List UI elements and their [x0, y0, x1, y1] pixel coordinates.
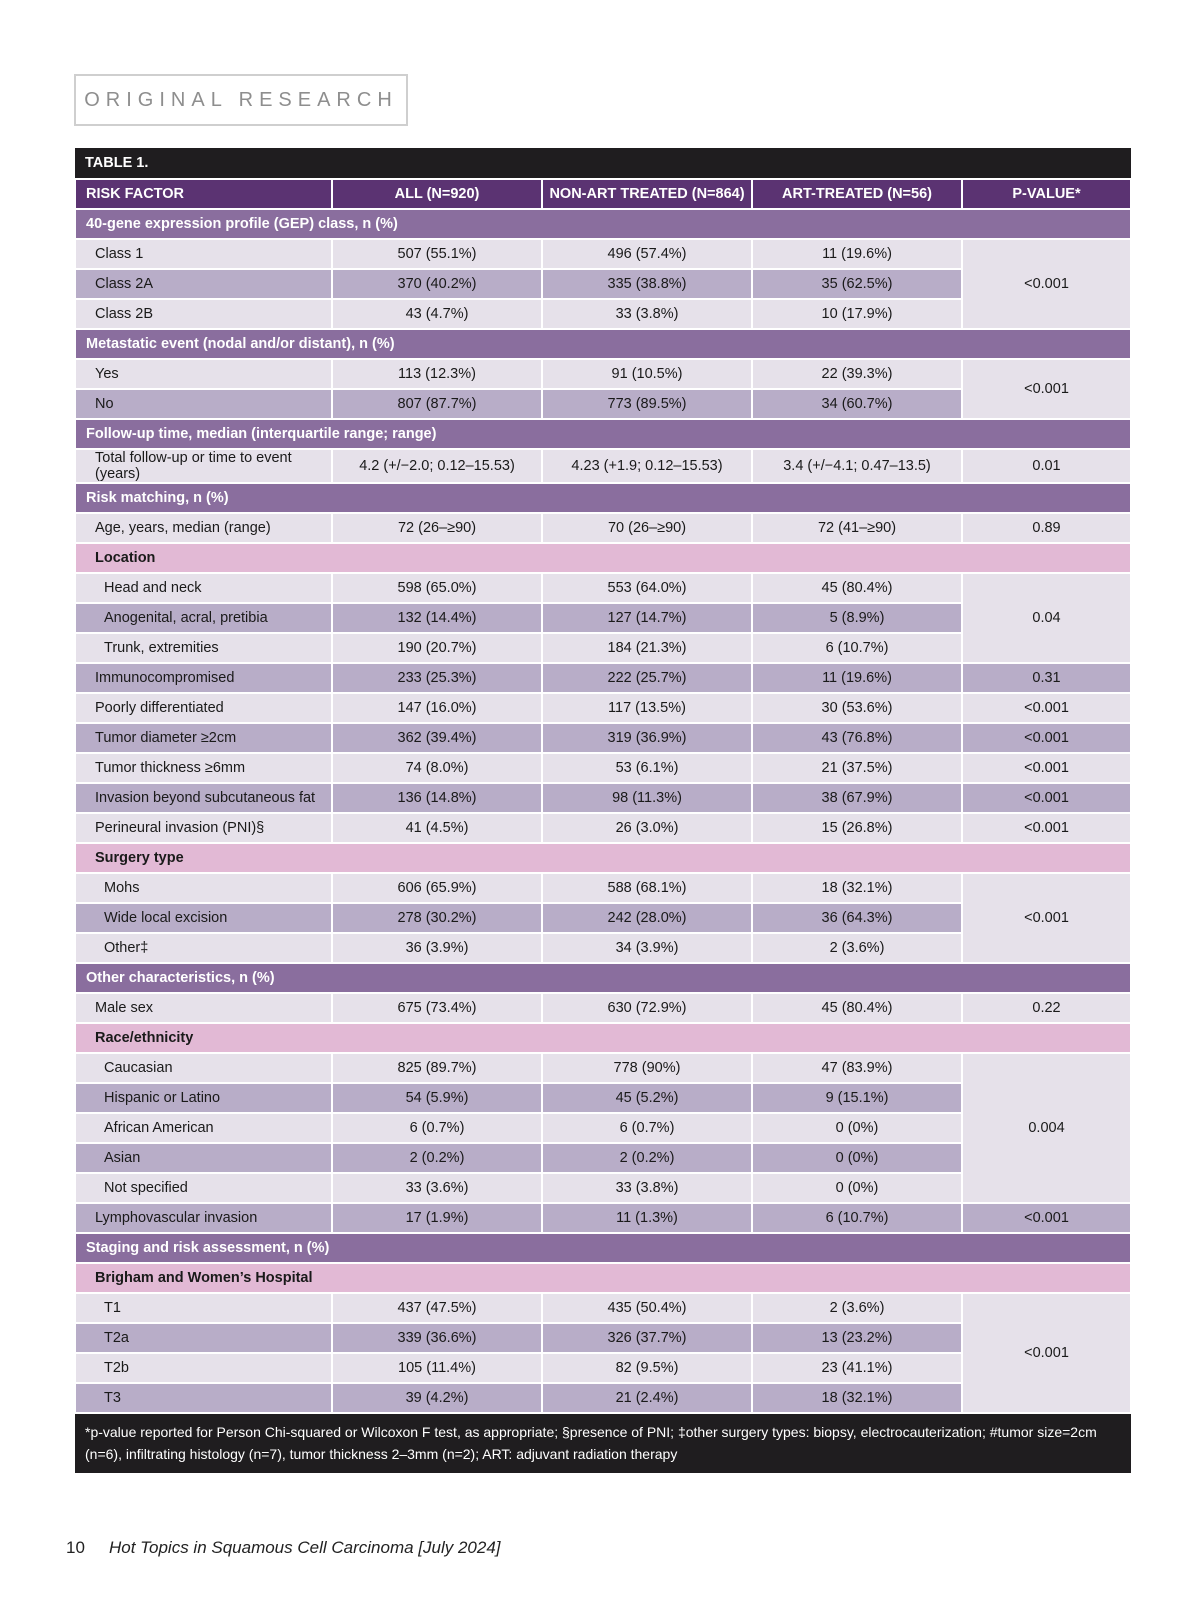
cell-p-value: 0.004: [962, 1053, 1131, 1203]
section-row: [75, 329, 1131, 359]
row-label: Immunocompromised: [75, 663, 332, 693]
row-label: Class 2A: [75, 269, 332, 299]
table-row: [75, 1203, 1131, 1233]
cell-non-art: 2 (0.2%): [542, 1143, 752, 1173]
cell-non-art: 6 (0.7%): [542, 1113, 752, 1143]
cell-all: 33 (3.6%): [332, 1173, 542, 1203]
journal-title: Hot Topics in Squamous Cell Carcinoma [July 2024]: [109, 1538, 501, 1557]
cell-all: 113 (12.3%): [332, 359, 542, 389]
cell-art: 34 (60.7%): [752, 389, 962, 419]
row-label: Yes: [75, 359, 332, 389]
cell-p-value: <0.001: [962, 753, 1131, 783]
cell-all: 132 (14.4%): [332, 603, 542, 633]
cell-non-art: 326 (37.7%): [542, 1323, 752, 1353]
cell-p-value: 0.89: [962, 513, 1131, 543]
cell-non-art: 117 (13.5%): [542, 693, 752, 723]
table-row: [75, 723, 1131, 753]
cell-non-art: 184 (21.3%): [542, 633, 752, 663]
cell-non-art: 33 (3.8%): [542, 299, 752, 329]
row-label: Trunk, extremities: [75, 633, 332, 663]
cell-p-value: 0.22: [962, 993, 1131, 1023]
section-gep: 40-gene expression profile (GEP) class, n (%): [75, 209, 1131, 239]
cell-art: 2 (3.6%): [752, 933, 962, 963]
cell-art: 6 (10.7%): [752, 1203, 962, 1233]
cell-all: 72 (26–≥90): [332, 513, 542, 543]
cell-all: 675 (73.4%): [332, 993, 542, 1023]
row-label: Age, years, median (range): [75, 513, 332, 543]
subsection-bwh: Brigham and Women’s Hospital: [75, 1263, 1131, 1293]
cell-art: 0 (0%): [752, 1173, 962, 1203]
cell-non-art: 45 (5.2%): [542, 1083, 752, 1113]
header-non-art: NON-ART TREATED (N=864): [542, 179, 752, 209]
cell-all: 233 (25.3%): [332, 663, 542, 693]
table-row: [75, 513, 1131, 543]
row-label: Tumor thickness ≥6mm: [75, 753, 332, 783]
cell-p-value: <0.001: [962, 723, 1131, 753]
cell-art: 2 (3.6%): [752, 1293, 962, 1323]
row-label: African American: [75, 1113, 332, 1143]
cell-art: 30 (53.6%): [752, 693, 962, 723]
cell-art: 13 (23.2%): [752, 1323, 962, 1353]
row-label: Tumor diameter ≥2cm: [75, 723, 332, 753]
section-metastatic: Metastatic event (nodal and/or distant), n (%): [75, 329, 1131, 359]
table-row: [75, 1053, 1131, 1083]
cell-art: 6 (10.7%): [752, 633, 962, 663]
cell-non-art: 21 (2.4%): [542, 1383, 752, 1413]
cell-non-art: 11 (1.3%): [542, 1203, 752, 1233]
section-followup: Follow-up time, median (interquartile range; range): [75, 419, 1131, 449]
cell-art: 38 (67.9%): [752, 783, 962, 813]
cell-non-art: 588 (68.1%): [542, 873, 752, 903]
subsection-location: Location: [75, 543, 1131, 573]
cell-non-art: 335 (38.8%): [542, 269, 752, 299]
row-label: No: [75, 389, 332, 419]
cell-art: 9 (15.1%): [752, 1083, 962, 1113]
row-label: Anogenital, acral, pretibia: [75, 603, 332, 633]
table-footnote: *p-value reported for Person Chi-squared or Wilcoxon F test, as appropriate; §presence of PNI; ‡other surgery types: biopsy, electrocauterization; #tumor size=2cm (n=6), infiltrating histology (n=7), tumor thickness 2–3mm (n=2); ART: adjuvant radiation therapy: [75, 1413, 1131, 1473]
cell-non-art: 553 (64.0%): [542, 573, 752, 603]
table-row: [75, 573, 1131, 603]
cell-p-value: <0.001: [962, 813, 1131, 843]
cell-art: 47 (83.9%): [752, 1053, 962, 1083]
row-label: Other‡: [75, 933, 332, 963]
row-label: Poorly differentiated: [75, 693, 332, 723]
cell-all: 825 (89.7%): [332, 1053, 542, 1083]
row-label: Hispanic or Latino: [75, 1083, 332, 1113]
results-table: [74, 148, 1132, 1473]
row-label: Total follow-up or time to event (years): [75, 449, 332, 483]
cell-all: 807 (87.7%): [332, 389, 542, 419]
cell-all: 278 (30.2%): [332, 903, 542, 933]
cell-art: 18 (32.1%): [752, 873, 962, 903]
cell-art: 45 (80.4%): [752, 573, 962, 603]
section-row: [75, 1233, 1131, 1263]
cell-p-value: <0.001: [962, 1203, 1131, 1233]
cell-art: 11 (19.6%): [752, 663, 962, 693]
subsection-row: [75, 1263, 1131, 1293]
cell-art: 21 (37.5%): [752, 753, 962, 783]
cell-non-art: 496 (57.4%): [542, 239, 752, 269]
header-all: ALL (N=920): [332, 179, 542, 209]
subsection-row: [75, 843, 1131, 873]
cell-art: 10 (17.9%): [752, 299, 962, 329]
row-label: Perineural invasion (PNI)§: [75, 813, 332, 843]
table-title: TABLE 1.: [75, 148, 1131, 179]
cell-art: 22 (39.3%): [752, 359, 962, 389]
section-row: [75, 209, 1131, 239]
cell-all: 370 (40.2%): [332, 269, 542, 299]
cell-non-art: 222 (25.7%): [542, 663, 752, 693]
row-label: T3: [75, 1383, 332, 1413]
row-label: Not specified: [75, 1173, 332, 1203]
header-p-value: P-VALUE*: [962, 179, 1131, 209]
table-row: [75, 663, 1131, 693]
table-row: [75, 449, 1131, 483]
cell-art: 5 (8.9%): [752, 603, 962, 633]
row-label: Male sex: [75, 993, 332, 1023]
cell-non-art: 98 (11.3%): [542, 783, 752, 813]
table-row: [75, 239, 1131, 269]
row-label: Class 1: [75, 239, 332, 269]
cell-art: 11 (19.6%): [752, 239, 962, 269]
cell-p-value: <0.001: [962, 359, 1131, 419]
section-staging: Staging and risk assessment, n (%): [75, 1233, 1131, 1263]
subsection-race: Race/ethnicity: [75, 1023, 1131, 1053]
cell-all: 17 (1.9%): [332, 1203, 542, 1233]
cell-non-art: 319 (36.9%): [542, 723, 752, 753]
cell-art: 0 (0%): [752, 1143, 962, 1173]
cell-art: 18 (32.1%): [752, 1383, 962, 1413]
section-row: [75, 483, 1131, 513]
cell-non-art: 70 (26–≥90): [542, 513, 752, 543]
table-row: [75, 753, 1131, 783]
section-row: [75, 963, 1131, 993]
cell-all: 43 (4.7%): [332, 299, 542, 329]
table-row: [75, 813, 1131, 843]
row-label: T2a: [75, 1323, 332, 1353]
cell-all: 507 (55.1%): [332, 239, 542, 269]
table-row: [75, 1293, 1131, 1323]
cell-non-art: 778 (90%): [542, 1053, 752, 1083]
cell-art: 43 (76.8%): [752, 723, 962, 753]
cell-all: 339 (36.6%): [332, 1323, 542, 1353]
cell-all: 147 (16.0%): [332, 693, 542, 723]
section-label: ORIGINAL RESEARCH: [74, 74, 408, 126]
cell-non-art: 53 (6.1%): [542, 753, 752, 783]
cell-p-value: <0.001: [962, 873, 1131, 963]
cell-all: 39 (4.2%): [332, 1383, 542, 1413]
cell-art: 0 (0%): [752, 1113, 962, 1143]
row-label: Invasion beyond subcutaneous fat: [75, 783, 332, 813]
table-row: [75, 993, 1131, 1023]
table-row: [75, 693, 1131, 723]
row-label: T1: [75, 1293, 332, 1323]
cell-p-value: 0.04: [962, 573, 1131, 663]
row-label: T2b: [75, 1353, 332, 1383]
cell-non-art: 773 (89.5%): [542, 389, 752, 419]
cell-p-value: 0.01: [962, 449, 1131, 483]
cell-all: 606 (65.9%): [332, 873, 542, 903]
cell-all: 105 (11.4%): [332, 1353, 542, 1383]
subsection-surgery: Surgery type: [75, 843, 1131, 873]
cell-non-art: 91 (10.5%): [542, 359, 752, 389]
results-table-container: [74, 148, 1130, 1473]
cell-all: 362 (39.4%): [332, 723, 542, 753]
cell-all: 6 (0.7%): [332, 1113, 542, 1143]
cell-non-art: 82 (9.5%): [542, 1353, 752, 1383]
table-title-row: [75, 148, 1131, 179]
page-number: 10: [66, 1538, 85, 1557]
cell-non-art: 630 (72.9%): [542, 993, 752, 1023]
cell-non-art: 33 (3.8%): [542, 1173, 752, 1203]
section-row: [75, 419, 1131, 449]
header-art: ART-TREATED (N=56): [752, 179, 962, 209]
row-label: Asian: [75, 1143, 332, 1173]
cell-p-value: <0.001: [962, 1293, 1131, 1413]
cell-p-value: <0.001: [962, 783, 1131, 813]
table-row: [75, 359, 1131, 389]
cell-non-art: 4.23 (+1.9; 0.12–15.53): [542, 449, 752, 483]
cell-all: 190 (20.7%): [332, 633, 542, 663]
cell-p-value: <0.001: [962, 693, 1131, 723]
cell-art: 15 (26.8%): [752, 813, 962, 843]
cell-art: 35 (62.5%): [752, 269, 962, 299]
table-row: [75, 783, 1131, 813]
row-label: Lymphovascular invasion: [75, 1203, 332, 1233]
table-header-row: [75, 179, 1131, 209]
table-footnote-row: [75, 1413, 1131, 1473]
cell-art: 23 (41.1%): [752, 1353, 962, 1383]
cell-non-art: 435 (50.4%): [542, 1293, 752, 1323]
cell-art: 72 (41–≥90): [752, 513, 962, 543]
section-other: Other characteristics, n (%): [75, 963, 1131, 993]
row-label: Mohs: [75, 873, 332, 903]
subsection-row: [75, 543, 1131, 573]
cell-all: 41 (4.5%): [332, 813, 542, 843]
cell-all: 36 (3.9%): [332, 933, 542, 963]
cell-all: 74 (8.0%): [332, 753, 542, 783]
cell-all: 4.2 (+/−2.0; 0.12–15.53): [332, 449, 542, 483]
cell-p-value: <0.001: [962, 239, 1131, 329]
row-label: Head and neck: [75, 573, 332, 603]
cell-non-art: 34 (3.9%): [542, 933, 752, 963]
cell-art: 3.4 (+/−4.1; 0.47–13.5): [752, 449, 962, 483]
row-label: Class 2B: [75, 299, 332, 329]
cell-all: 437 (47.5%): [332, 1293, 542, 1323]
cell-all: 2 (0.2%): [332, 1143, 542, 1173]
cell-all: 54 (5.9%): [332, 1083, 542, 1113]
row-label: Caucasian: [75, 1053, 332, 1083]
table-row: [75, 873, 1131, 903]
cell-non-art: 242 (28.0%): [542, 903, 752, 933]
cell-non-art: 127 (14.7%): [542, 603, 752, 633]
cell-art: 45 (80.4%): [752, 993, 962, 1023]
subsection-row: [75, 1023, 1131, 1053]
cell-all: 598 (65.0%): [332, 573, 542, 603]
cell-p-value: 0.31: [962, 663, 1131, 693]
row-label: Wide local excision: [75, 903, 332, 933]
header-risk-factor: RISK FACTOR: [75, 179, 332, 209]
cell-art: 36 (64.3%): [752, 903, 962, 933]
cell-all: 136 (14.8%): [332, 783, 542, 813]
cell-non-art: 26 (3.0%): [542, 813, 752, 843]
section-risk-matching: Risk matching, n (%): [75, 483, 1131, 513]
